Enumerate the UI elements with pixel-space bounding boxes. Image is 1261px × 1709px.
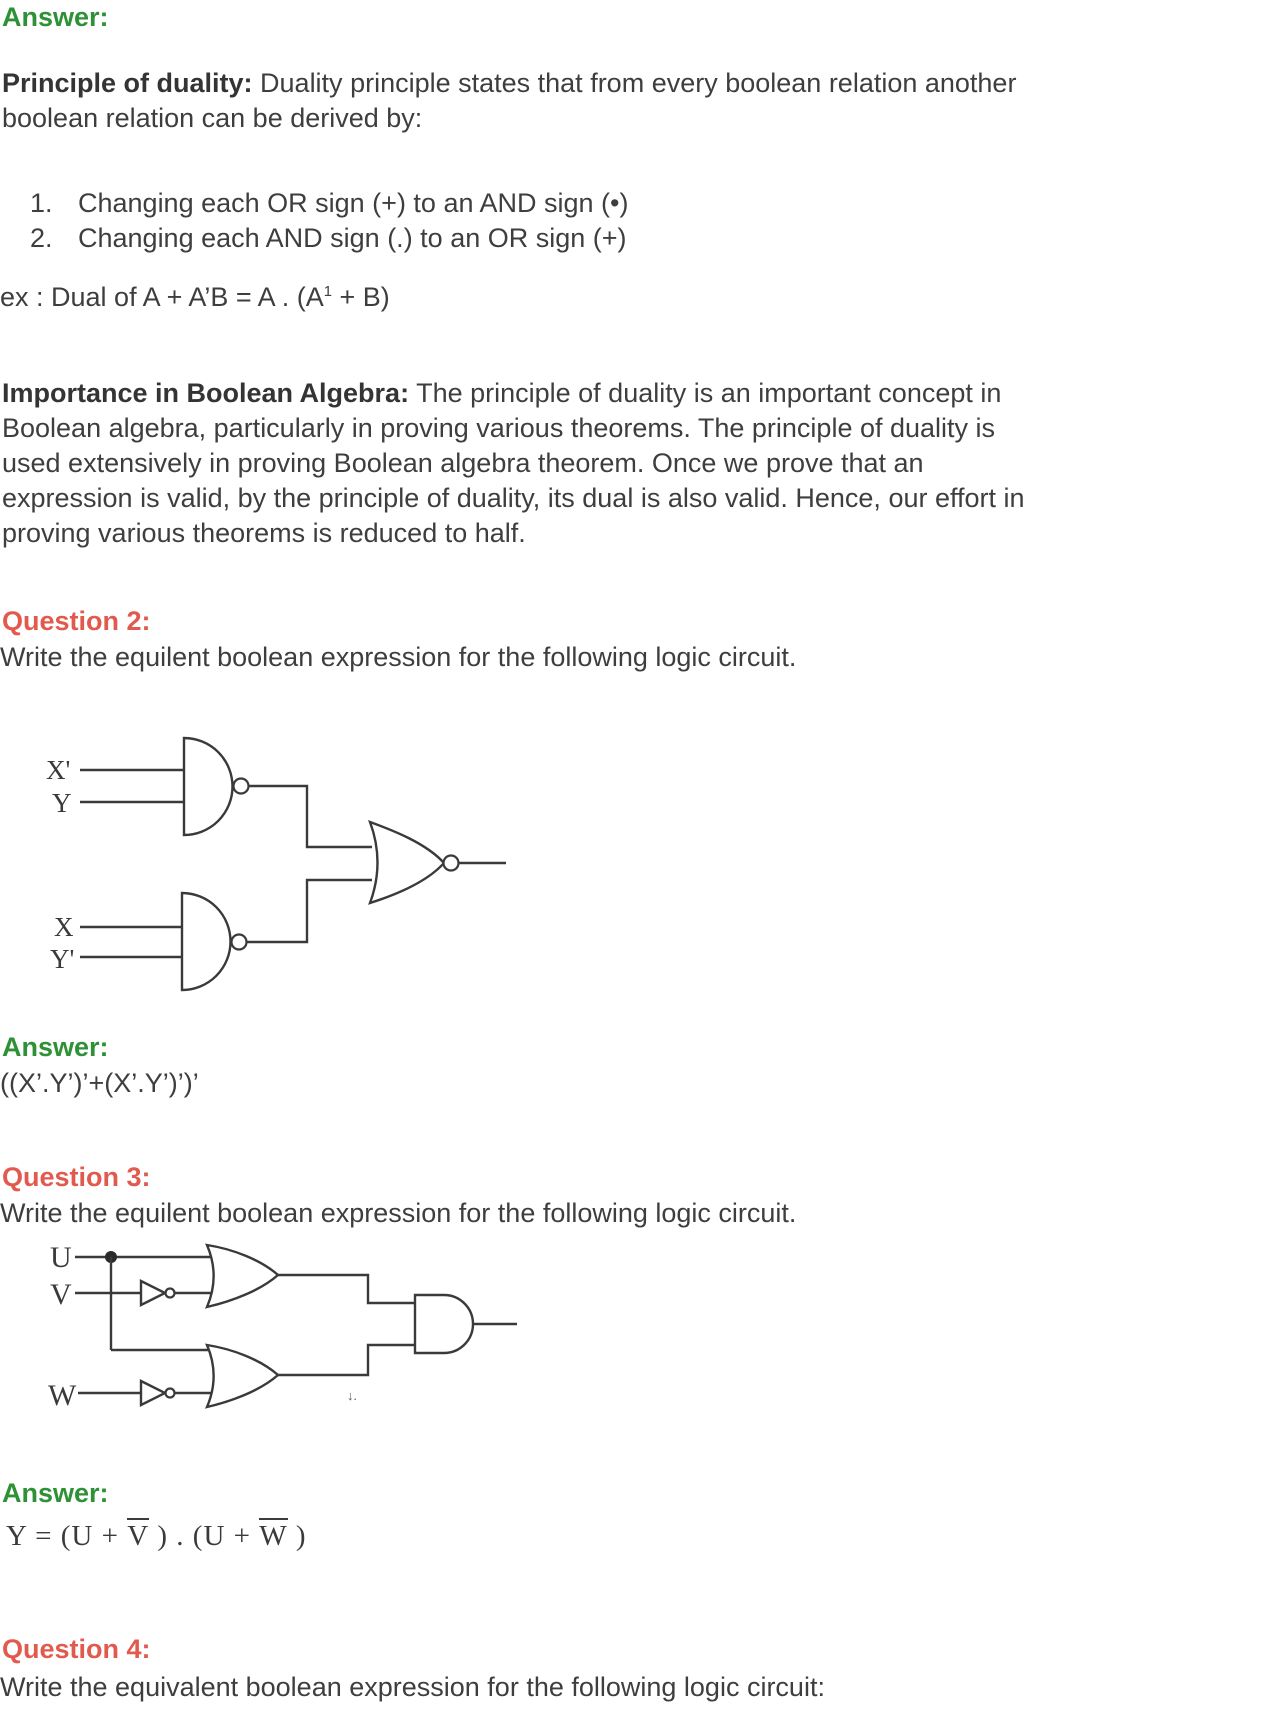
circuit2-input-label-u: U (50, 1241, 72, 1274)
nor-gate (370, 822, 444, 903)
wire-or2-to-and (277, 1345, 415, 1375)
nand-gate-2 (182, 893, 231, 990)
wire-or1-to-and (277, 1275, 415, 1303)
example-post: + B) (331, 282, 390, 312)
wire-nand2-to-nor (247, 880, 372, 942)
importance-line4: expression is valid, by the principle of duality, its dual is also valid. Hence, our effort in (2, 483, 1025, 513)
question-2-prompt: Write the equilent boolean expression for the following logic circuit. (0, 642, 797, 672)
importance-line1 (2, 376, 1160, 411)
paragraph-duality (2, 66, 1160, 136)
paragraph-duality-line1 (2, 66, 1160, 101)
question-3-answer-formula (6, 1518, 307, 1554)
question-2-answer-expression: ((X’.Y’)’+(X’.Y’)’)’ (0, 1068, 199, 1098)
duality-line1-rest: Duality principle states that from every boolean relation another (252, 68, 1017, 98)
ordered-list (30, 186, 628, 256)
not-gate-v-bubble (166, 1289, 175, 1298)
or-gate-1 (207, 1245, 278, 1307)
list-item (30, 186, 628, 221)
wire-nand1-to-nor (249, 786, 372, 847)
example-line (0, 280, 390, 315)
not-gate-w (141, 1381, 165, 1405)
importance-line1-rest: The principle of duality is an important concept in (409, 378, 1002, 408)
not-gate-w-bubble (166, 1389, 175, 1398)
scan-artifact-mark: ↓. (347, 1388, 357, 1403)
list-item-text: Changing each AND sign (.) to an OR sign (+) (78, 223, 627, 253)
importance-line3: used extensively in proving Boolean algebra theorem. Once we prove that an (2, 448, 924, 478)
question-4-title: Question 4: (2, 1634, 151, 1664)
formula-v-overline: V (127, 1520, 150, 1552)
duality-bold-prefix: Principle of duality: (2, 68, 253, 98)
circuit2-input-label-w: W (48, 1379, 77, 1412)
question-4-prompt: Write the equivalent boolean expression for the following logic circuit: (0, 1672, 825, 1702)
or-gate-2 (207, 1345, 278, 1407)
paragraph-duality-line2: boolean relation can be derived by: (2, 103, 423, 133)
circuit2-input-label-v: V (50, 1278, 72, 1311)
answer-label-2: Answer: (2, 1032, 109, 1062)
formula-part: ) (287, 1520, 307, 1552)
logic-circuit-q3 (30, 1240, 545, 1415)
question-3-prompt: Write the equilent boolean expression for the following logic circuit. (0, 1198, 797, 1228)
list-item-number: 2. (30, 223, 53, 253)
nor-gate-bubble (444, 856, 459, 871)
paragraph-importance (2, 376, 1160, 551)
answer-label-1: Answer: (2, 2, 109, 32)
formula-part: Y = (U + (6, 1520, 128, 1552)
list-item-text: Changing each OR sign (+) to an AND sign (•) (78, 188, 629, 218)
importance-bold-prefix: Importance in Boolean Algebra: (2, 378, 410, 408)
and-gate (415, 1295, 473, 1353)
importance-line2: Boolean algebra, particularly in proving various theorems. The principle of duality is (2, 413, 996, 443)
nand-gate-2-bubble (232, 935, 247, 950)
nand-gate-1-bubble (234, 779, 249, 794)
question-2-title: Question 2: (2, 606, 151, 636)
circuit1-input-label-x: X (54, 912, 74, 942)
list-item-number: 1. (30, 188, 53, 218)
importance-line5: proving various theorems is reduced to half. (2, 518, 526, 548)
answer-label-3: Answer: (2, 1478, 109, 1508)
circuit1-input-label-y-prime: Y' (50, 944, 75, 974)
not-gate-v (141, 1281, 165, 1305)
question-3-title: Question 3: (2, 1162, 151, 1192)
example-superscript: 1 (323, 284, 332, 300)
formula-w-overline: W (259, 1520, 288, 1552)
nand-gate-1 (184, 738, 233, 835)
list-item (30, 221, 628, 256)
example-pre: ex : Dual of A + A’B = A . (A (0, 282, 324, 312)
circuit1-input-label-y: Y (52, 788, 72, 818)
formula-part: ) . (U + (149, 1520, 260, 1552)
circuit1-input-label-x-prime: X' (46, 755, 71, 785)
logic-circuit-q2 (30, 730, 530, 1000)
